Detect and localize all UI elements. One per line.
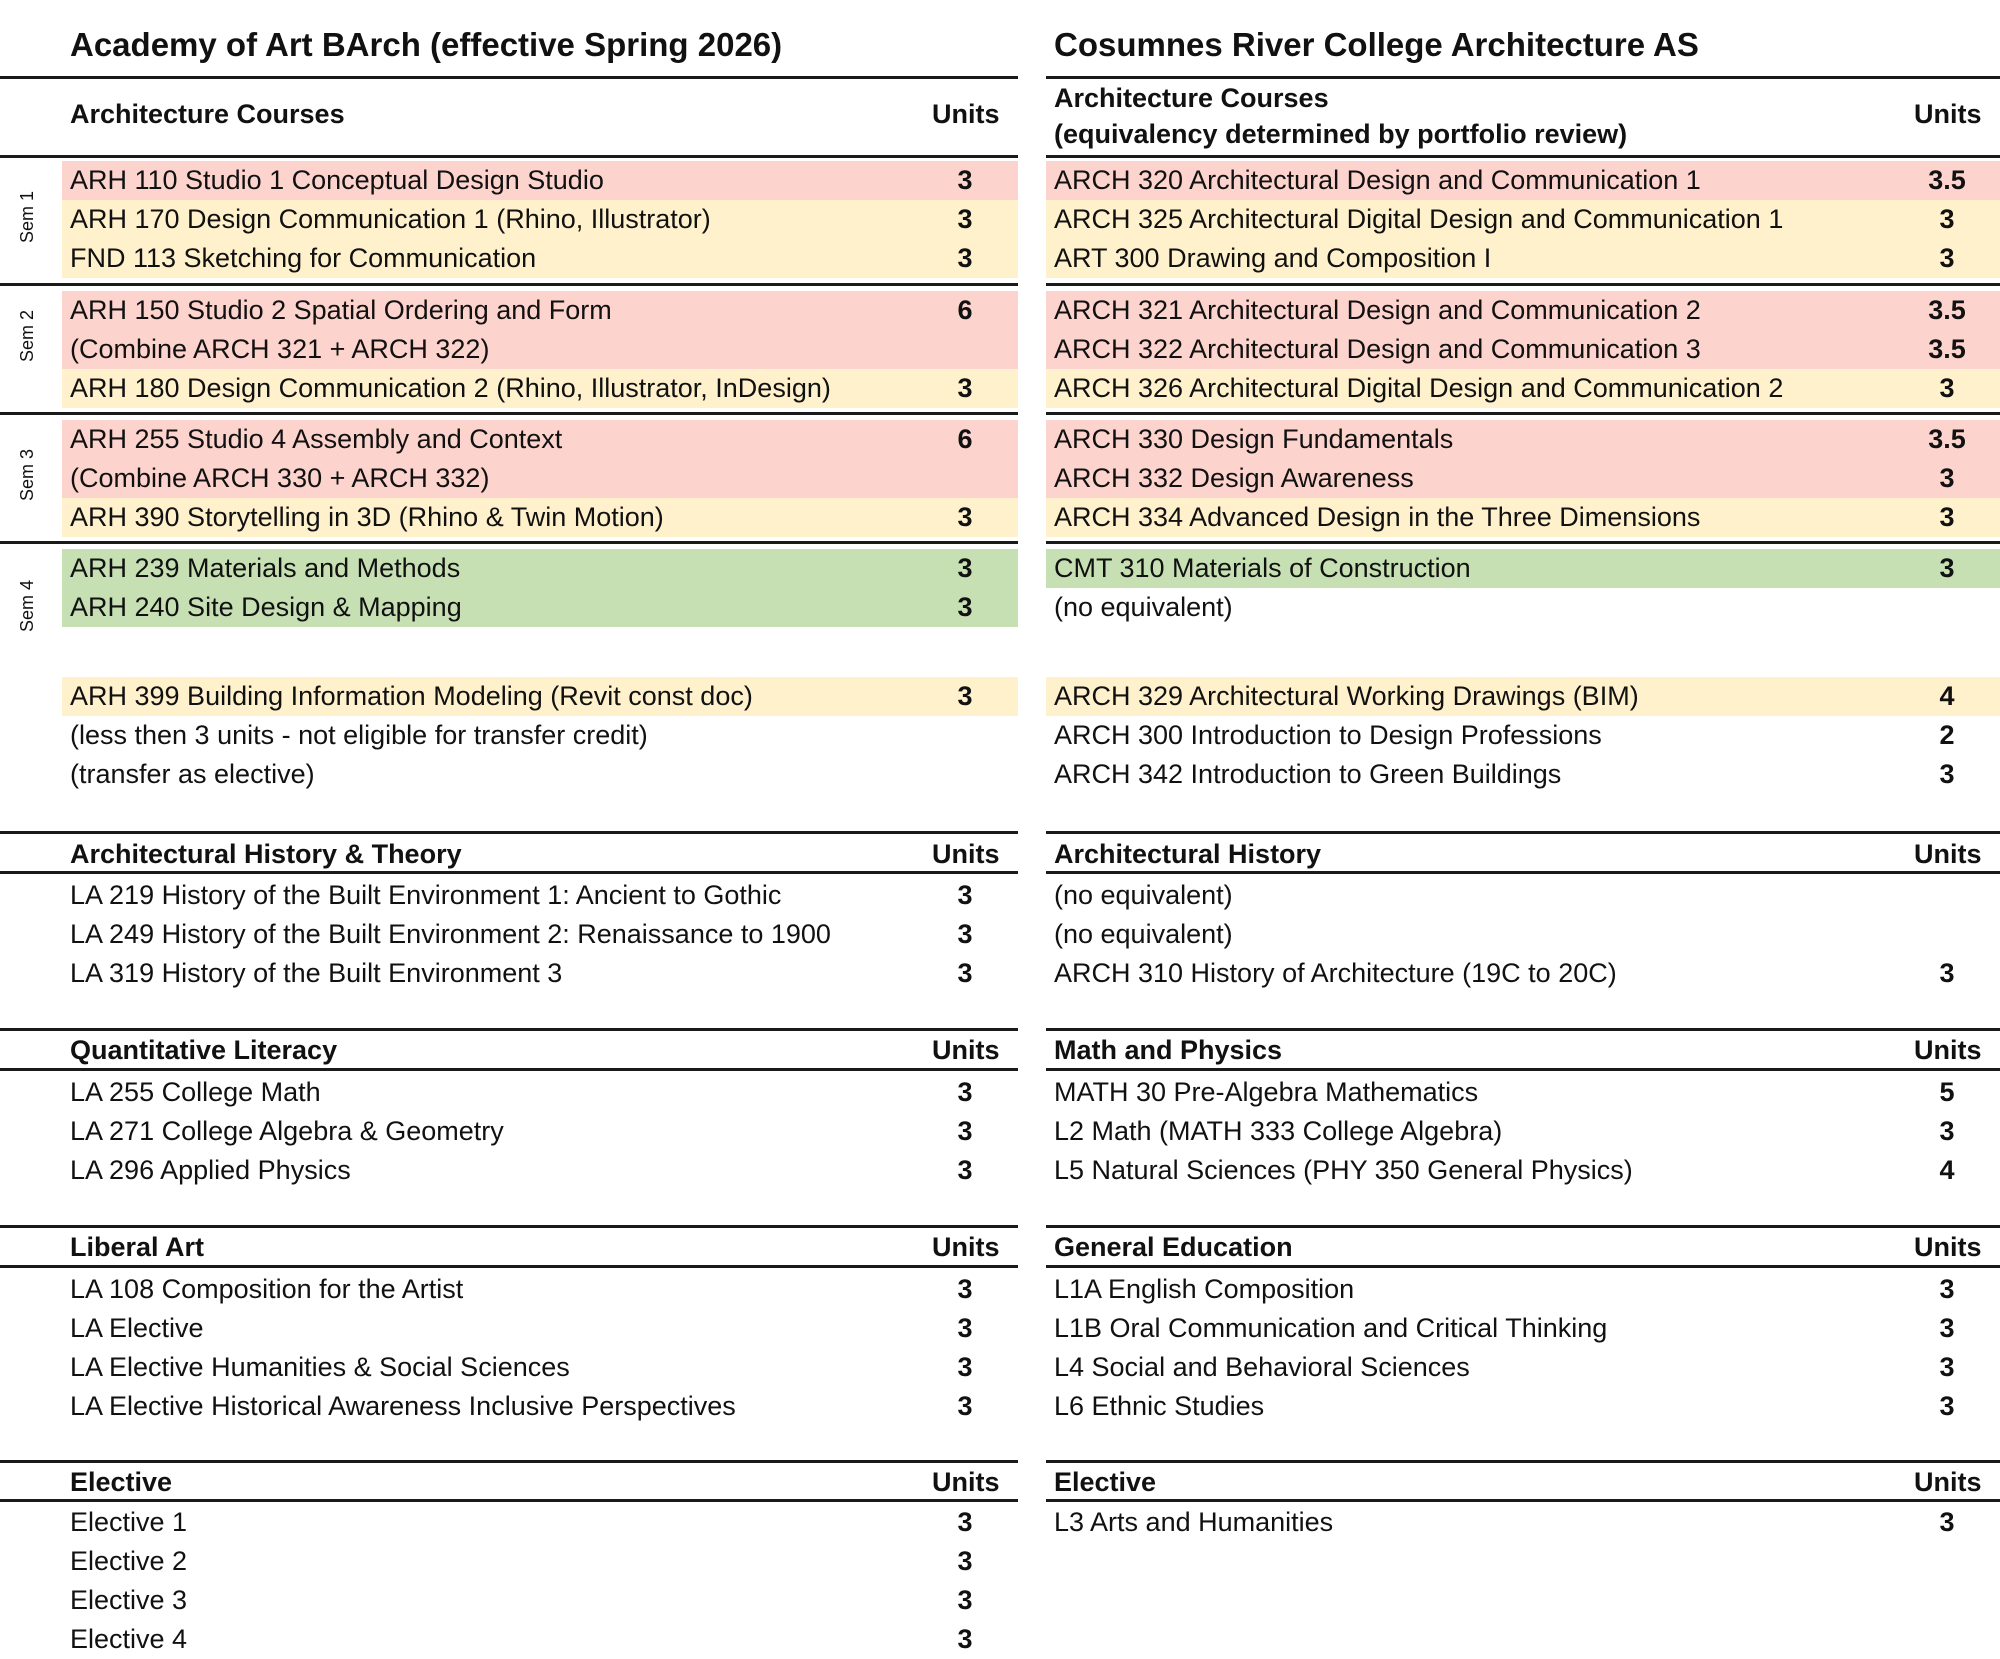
course-units: 3 bbox=[957, 1313, 973, 1343]
course-units: 3 bbox=[957, 592, 973, 622]
divider bbox=[0, 1265, 1018, 1268]
course-name: L3 Arts and Humanities bbox=[1054, 1507, 1334, 1537]
course-row bbox=[62, 1542, 1018, 1581]
divider bbox=[0, 831, 1018, 834]
right-title: Cosumnes River College Architecture AS bbox=[1054, 26, 1699, 63]
course-units: 3 bbox=[957, 1391, 973, 1421]
course-name: ARCH 342 Introduction to Green Buildings bbox=[1054, 759, 1562, 789]
course-name: (Combine ARCH 321 + ARCH 322) bbox=[70, 334, 490, 364]
course-units: 3 bbox=[1939, 958, 1955, 988]
divider bbox=[0, 871, 1018, 874]
left-liberal-units-header: Units bbox=[932, 1232, 1000, 1262]
divider bbox=[1046, 871, 2000, 874]
course-units: 3 bbox=[1939, 243, 1955, 273]
course-row bbox=[62, 498, 1018, 537]
course-units: 3.5 bbox=[1928, 334, 1966, 364]
course-name: ARCH 332 Design Awareness bbox=[1054, 463, 1414, 493]
course-row bbox=[1046, 161, 2000, 200]
right-liberal-header: General Education bbox=[1054, 1232, 1293, 1262]
course-units: 3 bbox=[957, 1274, 973, 1304]
course-name: (no equivalent) bbox=[1054, 919, 1233, 949]
course-row bbox=[62, 1309, 1018, 1348]
divider bbox=[1046, 1460, 2000, 1463]
left-history-units-header: Units bbox=[932, 839, 1000, 869]
semester-label: Sem 3 bbox=[17, 448, 37, 502]
divider bbox=[1046, 1068, 2000, 1071]
course-units bbox=[920, 330, 1010, 369]
course-units: 3.5 bbox=[1928, 424, 1966, 454]
course-units bbox=[920, 459, 1010, 498]
semester-divider bbox=[0, 283, 1018, 286]
course-name: (less then 3 units - not eligible for transfer credit) bbox=[70, 720, 648, 750]
course-name: LA 108 Composition for the Artist bbox=[70, 1274, 464, 1304]
course-name: (no equivalent) bbox=[1054, 880, 1233, 910]
divider bbox=[0, 1499, 1018, 1502]
course-units bbox=[920, 755, 1010, 794]
divider bbox=[1046, 76, 2000, 79]
course-units: 4 bbox=[1939, 681, 1955, 711]
course-units: 3 bbox=[957, 1077, 973, 1107]
course-units: 3 bbox=[1939, 1507, 1955, 1537]
course-name: ARCH 325 Architectural Digital Design and Communication 1 bbox=[1054, 204, 1784, 234]
semester-divider bbox=[1046, 283, 2000, 286]
course-name: ARCH 330 Design Fundamentals bbox=[1054, 424, 1454, 454]
semester-label: Sem 1 bbox=[17, 190, 37, 244]
course-row bbox=[1046, 369, 2000, 408]
course-row bbox=[62, 1620, 1018, 1659]
course-row bbox=[1046, 677, 2000, 716]
course-name: LA Elective Humanities & Social Sciences bbox=[70, 1352, 570, 1382]
course-units bbox=[1902, 876, 1992, 915]
course-name: ARCH 322 Architectural Design and Communication 3 bbox=[1054, 334, 1701, 364]
course-row bbox=[62, 330, 1018, 369]
course-units: 3 bbox=[1939, 463, 1955, 493]
course-row bbox=[62, 677, 1018, 716]
course-row bbox=[62, 161, 1018, 200]
course-units: 3 bbox=[1939, 1352, 1955, 1382]
divider bbox=[1046, 155, 2000, 158]
course-row bbox=[1046, 420, 2000, 459]
divider bbox=[1046, 831, 2000, 834]
course-name: ARH 390 Storytelling in 3D (Rhino & Twin Motion) bbox=[70, 502, 664, 532]
course-row bbox=[1046, 1151, 2000, 1190]
course-row bbox=[1046, 1387, 2000, 1426]
course-row bbox=[62, 755, 1018, 794]
course-name: L1A English Composition bbox=[1054, 1274, 1355, 1304]
left-elective-header: Elective bbox=[70, 1467, 173, 1497]
right-arch-header-line1: Architecture Courses bbox=[1054, 83, 1329, 113]
course-units: 6 bbox=[957, 424, 973, 454]
left-history-header: Architectural History & Theory bbox=[70, 839, 462, 869]
course-units: 3.5 bbox=[1928, 295, 1966, 325]
course-units: 3 bbox=[957, 1546, 973, 1576]
course-row bbox=[62, 954, 1018, 993]
right-history-header: Architectural History bbox=[1054, 839, 1322, 869]
course-name: FND 113 Sketching for Communication bbox=[70, 243, 537, 273]
course-units: 4 bbox=[1939, 1155, 1955, 1185]
course-units: 3 bbox=[957, 1624, 973, 1654]
course-units: 3 bbox=[957, 1155, 973, 1185]
course-name: (transfer as elective) bbox=[70, 759, 315, 789]
course-name: L5 Natural Sciences (PHY 350 General Physics) bbox=[1054, 1155, 1633, 1185]
course-row bbox=[1046, 239, 2000, 278]
divider bbox=[0, 1068, 1018, 1071]
course-name: ARCH 320 Architectural Design and Communication 1 bbox=[1054, 165, 1701, 195]
course-units: 5 bbox=[1939, 1077, 1955, 1107]
course-name: ARH 180 Design Communication 2 (Rhino, Illustrator, InDesign) bbox=[70, 373, 831, 403]
course-name: LA 219 History of the Built Environment 1: Ancient to Gothic bbox=[70, 880, 782, 910]
course-name: ARH 399 Building Information Modeling (Revit const doc) bbox=[70, 681, 753, 711]
course-units: 3 bbox=[1939, 553, 1955, 583]
course-name: ART 300 Drawing and Composition I bbox=[1054, 243, 1492, 273]
course-units bbox=[1902, 588, 1992, 627]
divider bbox=[1046, 1265, 2000, 1268]
divider bbox=[1046, 1499, 2000, 1502]
course-row bbox=[62, 915, 1018, 954]
divider bbox=[0, 1028, 1018, 1031]
course-name: L4 Social and Behavioral Sciences bbox=[1054, 1352, 1470, 1382]
left-quant-header: Quantitative Literacy bbox=[70, 1035, 338, 1065]
course-units: 3 bbox=[1939, 1313, 1955, 1343]
course-row bbox=[62, 239, 1018, 278]
right-quant-header: Math and Physics bbox=[1054, 1035, 1283, 1065]
right-elective-header: Elective bbox=[1054, 1467, 1157, 1497]
course-name: ARH 240 Site Design & Mapping bbox=[70, 592, 462, 622]
course-units: 3 bbox=[957, 1352, 973, 1382]
course-row bbox=[62, 716, 1018, 755]
course-name: ARCH 300 Introduction to Design Professions bbox=[1054, 720, 1602, 750]
course-units: 3.5 bbox=[1928, 165, 1966, 195]
course-units: 3 bbox=[1939, 204, 1955, 234]
course-name: CMT 310 Materials of Construction bbox=[1054, 553, 1471, 583]
divider bbox=[0, 1225, 1018, 1228]
left-elective-units-header: Units bbox=[932, 1467, 1000, 1497]
course-name: LA 296 Applied Physics bbox=[70, 1155, 351, 1185]
course-row bbox=[62, 1387, 1018, 1426]
course-name: L6 Ethnic Studies bbox=[1054, 1391, 1265, 1421]
course-units: 6 bbox=[957, 295, 973, 325]
course-name: ARH 239 Materials and Methods bbox=[70, 553, 461, 583]
left-arch-units-header: Units bbox=[932, 99, 1000, 129]
right-history-units-header: Units bbox=[1914, 839, 1982, 869]
left-title: Academy of Art BArch (effective Spring 2026) bbox=[70, 26, 783, 63]
course-row bbox=[62, 369, 1018, 408]
course-name: LA 271 College Algebra & Geometry bbox=[70, 1116, 504, 1146]
course-row bbox=[1046, 549, 2000, 588]
course-row bbox=[1046, 1112, 2000, 1151]
course-row bbox=[62, 549, 1018, 588]
course-units: 3 bbox=[957, 681, 973, 711]
course-row bbox=[62, 1151, 1018, 1190]
course-row bbox=[1046, 915, 2000, 954]
course-units: 3 bbox=[957, 1116, 973, 1146]
course-name: L1B Oral Communication and Critical Thinking bbox=[1054, 1313, 1608, 1343]
course-row bbox=[1046, 1503, 2000, 1542]
course-row bbox=[1046, 1073, 2000, 1112]
course-units: 3 bbox=[957, 243, 973, 273]
course-name: ARCH 321 Architectural Design and Communication 2 bbox=[1054, 295, 1701, 325]
course-row bbox=[1046, 1309, 2000, 1348]
course-units: 3 bbox=[1939, 1391, 1955, 1421]
course-row bbox=[1046, 588, 2000, 627]
course-name: Elective 4 bbox=[70, 1624, 188, 1654]
course-units: 3 bbox=[957, 1585, 973, 1615]
course-name: ARCH 310 History of Architecture (19C to 20C) bbox=[1054, 958, 1617, 988]
right-quant-units-header: Units bbox=[1914, 1035, 1982, 1065]
course-row bbox=[1046, 755, 2000, 794]
course-row bbox=[62, 1112, 1018, 1151]
course-name: ARCH 329 Architectural Working Drawings (BIM) bbox=[1054, 681, 1639, 711]
course-row bbox=[62, 1503, 1018, 1542]
course-units: 3 bbox=[957, 1507, 973, 1537]
course-name: ARH 150 Studio 2 Spatial Ordering and Form bbox=[70, 295, 612, 325]
course-name: ARH 255 Studio 4 Assembly and Context bbox=[70, 424, 563, 454]
course-row bbox=[62, 1348, 1018, 1387]
course-row bbox=[1046, 200, 2000, 239]
course-name: Elective 2 bbox=[70, 1546, 188, 1576]
course-name: ARCH 334 Advanced Design in the Three Dimensions bbox=[1054, 502, 1701, 532]
semester-label: Sem 4 bbox=[17, 579, 37, 633]
course-row bbox=[62, 291, 1018, 330]
course-row bbox=[62, 876, 1018, 915]
course-units: 3 bbox=[957, 919, 973, 949]
course-name: Elective 3 bbox=[70, 1585, 188, 1615]
right-liberal-units-header: Units bbox=[1914, 1232, 1982, 1262]
left-arch-header: Architecture Courses bbox=[70, 99, 345, 129]
course-units: 3 bbox=[957, 502, 973, 532]
semester-divider bbox=[1046, 412, 2000, 415]
course-row bbox=[62, 1581, 1018, 1620]
semester-divider bbox=[0, 541, 1018, 544]
course-units: 3 bbox=[957, 553, 973, 583]
course-name: L2 Math (MATH 333 College Algebra) bbox=[1054, 1116, 1503, 1146]
right-elective-units-header: Units bbox=[1914, 1467, 1982, 1497]
course-name: Elective 1 bbox=[70, 1507, 188, 1537]
divider bbox=[0, 1460, 1018, 1463]
course-units: 3 bbox=[957, 880, 973, 910]
course-units: 3 bbox=[957, 165, 973, 195]
course-units: 3 bbox=[1939, 759, 1955, 789]
course-row bbox=[1046, 291, 2000, 330]
course-row bbox=[1046, 498, 2000, 537]
course-row bbox=[1046, 954, 2000, 993]
course-row bbox=[1046, 716, 2000, 755]
course-units: 3 bbox=[1939, 1116, 1955, 1146]
course-row bbox=[1046, 459, 2000, 498]
course-row bbox=[1046, 876, 2000, 915]
course-row bbox=[62, 1270, 1018, 1309]
course-units: 3 bbox=[1939, 1274, 1955, 1304]
course-units: 3 bbox=[957, 958, 973, 988]
course-units: 3 bbox=[1939, 502, 1955, 532]
course-units: 3 bbox=[957, 204, 973, 234]
divider bbox=[1046, 1028, 2000, 1031]
course-row bbox=[62, 1073, 1018, 1112]
course-row bbox=[62, 459, 1018, 498]
right-arch-header-line2: (equivalency determined by portfolio review) bbox=[1054, 119, 1628, 149]
course-name: MATH 30 Pre-Algebra Mathematics bbox=[1054, 1077, 1479, 1107]
divider bbox=[1046, 1225, 2000, 1228]
left-quant-units-header: Units bbox=[932, 1035, 1000, 1065]
course-name: LA 255 College Math bbox=[70, 1077, 321, 1107]
course-units: 3 bbox=[1939, 373, 1955, 403]
course-name: (no equivalent) bbox=[1054, 592, 1233, 622]
course-name: (Combine ARCH 330 + ARCH 332) bbox=[70, 463, 490, 493]
right-arch-units-header: Units bbox=[1914, 99, 1982, 129]
semester-divider bbox=[1046, 541, 2000, 544]
course-name: ARCH 326 Architectural Digital Design and Communication 2 bbox=[1054, 373, 1784, 403]
course-units bbox=[1902, 915, 1992, 954]
course-name: LA Elective Historical Awareness Inclusive Perspectives bbox=[70, 1391, 736, 1421]
course-units: 2 bbox=[1939, 720, 1955, 750]
course-units bbox=[920, 716, 1010, 755]
course-row bbox=[62, 420, 1018, 459]
course-row bbox=[1046, 1270, 2000, 1309]
semester-label: Sem 2 bbox=[17, 309, 37, 363]
course-row bbox=[1046, 1348, 2000, 1387]
course-name: ARH 110 Studio 1 Conceptual Design Studio bbox=[70, 165, 604, 195]
course-row bbox=[62, 200, 1018, 239]
divider bbox=[0, 155, 1018, 158]
course-row bbox=[1046, 330, 2000, 369]
course-units: 3 bbox=[957, 373, 973, 403]
course-name: LA 249 History of the Built Environment 2: Renaissance to 1900 bbox=[70, 919, 831, 949]
course-row bbox=[62, 588, 1018, 627]
divider bbox=[0, 76, 1018, 79]
course-name: LA 319 History of the Built Environment 3 bbox=[70, 958, 563, 988]
semester-divider bbox=[0, 412, 1018, 415]
course-name: ARH 170 Design Communication 1 (Rhino, Illustrator) bbox=[70, 204, 711, 234]
left-liberal-header: Liberal Art bbox=[70, 1232, 205, 1262]
course-name: LA Elective bbox=[70, 1313, 204, 1343]
cosumnes-river-column bbox=[1046, 0, 2000, 1659]
